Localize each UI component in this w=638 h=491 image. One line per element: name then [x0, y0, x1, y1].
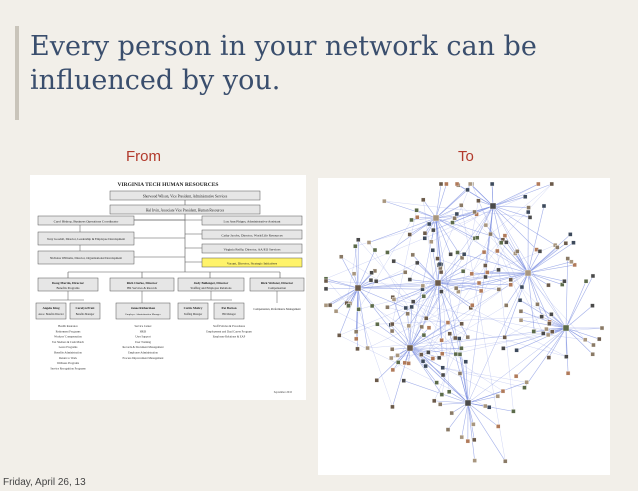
network-node-avatar [522, 386, 526, 390]
svg-text:Doug Martin, Director: Doug Martin, Director [52, 281, 84, 285]
org-bottom-angela [36, 303, 66, 319]
from-label: From [126, 148, 161, 165]
network-node-avatar [460, 256, 464, 260]
network-node-avatar [423, 231, 427, 235]
svg-text:Rich Clarke, Director: Rich Clarke, Director [126, 281, 158, 285]
network-node-avatar [547, 356, 551, 360]
network-node-avatar [411, 300, 415, 304]
network-node-avatar [439, 182, 443, 186]
network-node-avatar [590, 304, 594, 308]
org-bottom-comp: Compensation, Performance Management [253, 308, 301, 311]
svg-text:HR Services & Records: HR Services & Records [127, 286, 157, 290]
svg-text:Benefits Manager: Benefits Manager [75, 313, 95, 316]
network-node-avatar [459, 346, 463, 350]
slide-title: Every person in your network can be influenced by you. [30, 31, 537, 96]
list-item: Employee Relations & EAP [212, 334, 246, 339]
network-node-avatar [431, 356, 435, 360]
network-node-avatar [426, 350, 430, 354]
network-node-avatar [511, 409, 515, 413]
network-node-avatar [436, 257, 440, 261]
network-node-avatar [407, 345, 413, 351]
network-node-avatar [485, 270, 489, 274]
network-node-avatar [479, 289, 483, 293]
network-node-avatar [354, 337, 358, 341]
network-node-avatar [453, 216, 457, 220]
network-node-avatar [324, 303, 328, 307]
network-node-avatar [563, 325, 569, 331]
network-node-avatar [392, 297, 396, 301]
org-title: VIRGINIA TECH HUMAN RESOURCES [117, 182, 219, 188]
network-node-avatar [455, 182, 459, 186]
network-node-avatar [374, 279, 378, 283]
network-node-avatar [489, 232, 493, 236]
org-bottom-curtis [178, 303, 208, 319]
network-node-avatar [389, 356, 393, 360]
network-node-avatar [536, 182, 540, 186]
network-node-avatar [420, 325, 424, 329]
network-node-avatar [446, 428, 450, 432]
svg-text:Curtis Mabry: Curtis Mabry [183, 306, 203, 310]
network-node-avatar [375, 378, 379, 382]
network-node-avatar [403, 361, 407, 365]
network-node-avatar [391, 368, 395, 372]
svg-text:Staffing and Employee Relation: Staffing and Employee Relations [190, 286, 232, 290]
network-node-avatar [429, 240, 433, 244]
network-node-avatar [422, 294, 426, 298]
network-node-avatar [484, 223, 488, 227]
network-node-avatar [455, 212, 459, 216]
network-node-avatar [461, 269, 465, 273]
network-node-avatar [396, 353, 400, 357]
svg-text:HR Manager: HR Manager [222, 313, 236, 316]
network-node-avatar [392, 259, 396, 263]
list-item: Return to Work [59, 355, 77, 360]
network-node-avatar [385, 250, 389, 254]
network-node-avatar [571, 241, 575, 245]
network-node-avatar [441, 366, 445, 370]
org-mid-doug [38, 278, 98, 291]
network-node-avatar [427, 326, 431, 330]
title-accent-bar [15, 26, 19, 120]
list-item: Benefits Administration [54, 350, 82, 355]
network-node-avatar [496, 424, 500, 428]
network-node-avatar [410, 218, 414, 222]
network-node-avatar [370, 304, 374, 308]
network-node-avatar [390, 347, 394, 351]
network-node-avatar [550, 182, 554, 186]
network-node-avatar [527, 206, 531, 210]
network-node-avatar [490, 203, 496, 209]
org-right-3: Virginia Reilly, Director, AA/EO Services [223, 247, 281, 252]
network-node-avatar [440, 393, 444, 397]
org-chart-image [30, 175, 306, 400]
list-item: Records & Document Management [122, 345, 164, 350]
network-node-avatar [535, 302, 539, 306]
list-item: User Training [135, 339, 151, 344]
network-node-avatar [541, 331, 545, 335]
network-node-avatar [475, 236, 479, 240]
network-node-avatar [406, 312, 410, 316]
network-node-avatar [546, 333, 550, 337]
network-node-avatar [328, 303, 332, 307]
network-node-avatar [540, 315, 544, 319]
network-node-avatar [562, 279, 566, 283]
network-node-avatar [347, 304, 351, 308]
list-item: Health Insurance [58, 324, 78, 328]
network-node-avatar [357, 307, 361, 311]
network-node-avatar [473, 210, 477, 214]
network-node-avatar [367, 240, 371, 244]
network-node-avatar [375, 322, 379, 326]
footer-date: Friday, April 26, 13 [3, 477, 86, 488]
network-node-avatar [460, 435, 464, 439]
network-node-avatar [497, 287, 501, 291]
network-node-avatar [538, 249, 542, 253]
svg-text:Staffing Manager: Staffing Manager [183, 313, 203, 316]
network-node-avatar [509, 283, 513, 287]
network-node-avatar [421, 198, 425, 202]
network-node-avatar [546, 283, 550, 287]
network-node-avatar [466, 335, 470, 339]
network-node-avatar [431, 228, 435, 232]
list-item: Workers' Compensation [54, 334, 82, 339]
network-node-avatar [390, 322, 394, 326]
list-item: Service Recognition Programs [50, 366, 86, 371]
network-graph-image [318, 178, 610, 475]
network-node-avatar [366, 346, 370, 350]
network-node-avatar [408, 278, 412, 282]
network-node-avatar [483, 264, 487, 268]
network-node-avatar [324, 287, 328, 291]
network-node-avatar [424, 364, 428, 368]
network-node-avatar [591, 343, 595, 347]
network-node-avatar [472, 438, 476, 442]
network-node-avatar [465, 400, 471, 406]
network-node-avatar [518, 298, 522, 302]
org-left-2: Tony Goodall, Director, Leadership & Employee Development [46, 237, 126, 241]
network-node-avatar [591, 274, 595, 278]
svg-text:Rick Webster, Director: Rick Webster, Director [260, 281, 294, 285]
network-node-avatar [408, 233, 412, 237]
network-node-avatar [441, 373, 445, 377]
network-node-avatar [431, 248, 435, 252]
network-node-avatar [466, 188, 470, 192]
network-node-avatar [415, 215, 419, 219]
network-node-avatar [544, 327, 548, 331]
svg-text:Janee Richardson: Janee Richardson [130, 306, 156, 310]
to-label: To [458, 148, 474, 165]
network-node-avatar [503, 459, 507, 463]
network-node-avatar [501, 346, 505, 350]
svg-text:Pat Barton: Pat Barton [221, 306, 237, 310]
network-node-avatar [382, 199, 386, 203]
org-mid-rick [250, 278, 304, 291]
org-right-1: Lou Ann Phipps, Administrative Assistant [223, 219, 281, 224]
network-node-avatar [564, 241, 568, 245]
network-node-avatar [438, 262, 442, 266]
list-item: Retirement Programs [55, 329, 81, 334]
list-item: HRIS [139, 329, 147, 334]
network-node-avatar [532, 329, 536, 333]
network-node-avatar [440, 352, 444, 356]
network-node-avatar [591, 352, 595, 356]
network-node-avatar [482, 250, 486, 254]
network-node-avatar [476, 199, 480, 203]
network-node-avatar [600, 326, 604, 330]
network-node-avatar [353, 244, 357, 248]
svg-text:Angela King: Angela King [42, 306, 60, 310]
org-right-4: Vacant, Director, Strategic Initiatives [226, 261, 278, 266]
network-node-avatar [456, 250, 460, 254]
svg-text:Carolyn Pratt: Carolyn Pratt [75, 306, 95, 310]
network-node-avatar [597, 337, 601, 341]
network-node-avatar [550, 330, 554, 334]
list-item: Tax Shelters & Cash Match [52, 339, 84, 344]
network-node-avatar [584, 279, 588, 283]
network-node-avatar [437, 356, 441, 360]
network-node-avatar [509, 278, 513, 282]
network-node-avatar [369, 278, 373, 282]
network-node-avatar [453, 336, 457, 340]
network-node-avatar [427, 222, 431, 226]
network-node-avatar [526, 210, 530, 214]
list-item: Staff Policies & Procedures [213, 324, 245, 328]
org-left-3: Nicholas Williams, Director, Organizational Development [50, 256, 122, 260]
network-node-avatar [466, 439, 470, 443]
network-node-avatar [435, 381, 439, 385]
network-node-avatar [515, 249, 519, 253]
network-node-avatar [407, 361, 411, 365]
list-item: Service Center [134, 324, 152, 328]
org-bottom-pat [214, 303, 244, 319]
list-item: Leave Programs [58, 345, 78, 350]
network-node-avatar [407, 324, 411, 328]
network-node-avatar [435, 280, 441, 286]
network-node-avatar [449, 252, 453, 256]
network-node-avatar [415, 208, 419, 212]
network-node-avatar [497, 268, 501, 272]
org-top-1: Sherwood Wilson, Vice President, Administrative Services [142, 194, 228, 199]
network-node-avatar [447, 390, 451, 394]
network-node-avatar [490, 182, 494, 186]
svg-text:Judy Ballenger, Director: Judy Ballenger, Director [193, 281, 229, 285]
network-node-avatar [519, 318, 523, 322]
network-node-avatar [354, 330, 358, 334]
network-node-avatar [396, 360, 400, 364]
network-node-avatar [528, 215, 532, 219]
network-node-avatar [458, 371, 462, 375]
network-node-avatar [404, 306, 408, 310]
network-node-avatar [459, 203, 463, 207]
org-bottom-carolyn [70, 303, 100, 319]
svg-text:Benefits Programs: Benefits Programs [56, 286, 80, 290]
network-node-avatar [439, 270, 443, 274]
network-node-avatar [451, 221, 455, 225]
network-node-avatar [356, 238, 360, 242]
network-node-avatar [583, 338, 587, 342]
network-node-avatar [450, 411, 454, 415]
network-node-avatar [324, 279, 328, 283]
network-node-avatar [424, 316, 428, 320]
network-node-avatar [503, 335, 507, 339]
network-node-avatar [555, 245, 559, 249]
network-node-avatar [402, 379, 406, 383]
network-node-avatar [373, 248, 377, 252]
network-node-avatar [523, 195, 527, 199]
network-node-avatar [487, 405, 491, 409]
network-node-avatar [355, 285, 361, 291]
network-node-avatar [569, 260, 573, 264]
list-item: Employee Administration [128, 350, 158, 355]
network-node-avatar [566, 257, 570, 261]
org-mid-judy [178, 278, 244, 291]
network-node-avatar [520, 285, 524, 289]
network-node-avatar [566, 371, 570, 375]
network-node-avatar [542, 204, 546, 208]
network-node-avatar [410, 305, 414, 309]
network-node-avatar [460, 322, 464, 326]
network-node-avatar [390, 329, 394, 333]
network-node-avatar [454, 352, 458, 356]
network-node-avatar [415, 261, 419, 265]
network-node-avatar [496, 394, 500, 398]
network-node-avatar [458, 352, 462, 356]
network-node-avatar [403, 270, 407, 274]
network-node-avatar [352, 272, 356, 276]
org-bottom-janee [116, 303, 170, 319]
org-left-1: Carol Bishop, Business Operations Coordinator [53, 219, 119, 224]
list-item: Employment and Dual Career Program [206, 329, 252, 334]
org-top-2: Hal Irvin, Associate Vice President, Human Resources [145, 208, 225, 213]
list-item: Process Improvement Management [122, 355, 164, 360]
network-node-avatar [385, 305, 389, 309]
network-node-avatar [457, 337, 461, 341]
network-node-avatar [390, 405, 394, 409]
network-node-avatar [462, 252, 466, 256]
network-node-avatar [504, 303, 508, 307]
network-node-avatar [515, 348, 519, 352]
network-node-avatar [547, 322, 551, 326]
network-node-avatar [470, 303, 474, 307]
network-node-avatar [440, 338, 444, 342]
list-item: Wellness Programs [56, 361, 80, 366]
list-item: User Support [135, 334, 151, 339]
network-node-avatar [519, 309, 523, 313]
network-node-avatar [421, 359, 425, 363]
network-node-avatar [446, 321, 450, 325]
network-node-avatar [514, 374, 518, 378]
network-node-avatar [564, 355, 568, 359]
network-node-avatar [471, 422, 475, 426]
network-node-avatar [495, 249, 499, 253]
network-node-avatar [339, 255, 343, 259]
network-node-avatar [549, 312, 553, 316]
network-node-avatar [448, 332, 452, 336]
network-node-avatar [433, 215, 439, 221]
org-right-2: Cathy Jacobs, Director, Work/Life Resources [221, 233, 283, 238]
org-date-note: September 2010 [273, 391, 292, 394]
network-node-avatar [568, 232, 572, 236]
network-node-avatar [355, 347, 359, 351]
network-node-avatar [421, 284, 425, 288]
org-mid-rich [110, 278, 174, 291]
network-node-avatar [439, 290, 443, 294]
network-node-avatar [468, 182, 472, 186]
network-node-avatar [525, 270, 531, 276]
network-node-avatar [470, 272, 474, 276]
network-node-avatar [484, 275, 488, 279]
network-node-avatar [370, 271, 374, 275]
svg-text:Assoc. Benefits Director: Assoc. Benefits Director [38, 313, 64, 316]
network-node-avatar [411, 253, 415, 257]
network-node-avatar [432, 399, 436, 403]
network-node-avatar [499, 241, 503, 245]
network-node-avatar [337, 333, 341, 337]
network-node-avatar [444, 182, 448, 186]
network-node-avatar [477, 281, 481, 285]
network-node-avatar [525, 380, 529, 384]
svg-text:Compensation: Compensation [268, 286, 286, 290]
network-node-avatar [419, 353, 423, 357]
network-node-avatar [503, 234, 507, 238]
network-node-avatar [454, 286, 458, 290]
network-node-avatar [501, 389, 505, 393]
network-node-avatar [423, 236, 427, 240]
network-node-avatar [422, 333, 426, 337]
svg-text:Employee Administration Manage: Employee Administration Manager [125, 313, 161, 316]
network-node-avatar [438, 402, 442, 406]
network-node-avatar [483, 404, 487, 408]
network-node-avatar [504, 240, 508, 244]
network-node-avatar [464, 360, 468, 364]
network-node-avatar [334, 309, 338, 313]
network-node-avatar [473, 459, 477, 463]
